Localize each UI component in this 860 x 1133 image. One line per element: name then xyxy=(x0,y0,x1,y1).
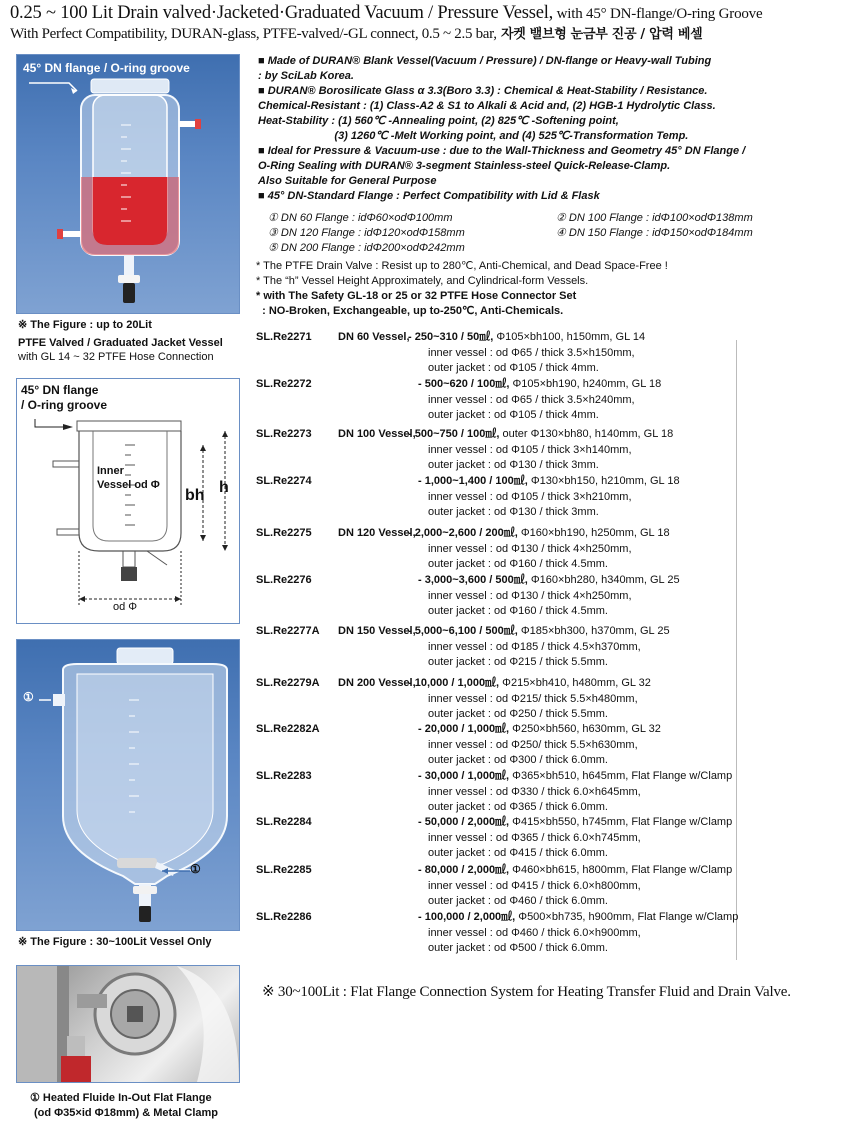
product-outer-jacket: outer jacket : od Φ130 / thick 3mm. xyxy=(428,506,599,518)
flat-flange-illustration xyxy=(17,966,239,1082)
diagram-flange-label: 45° DN flange xyxy=(21,383,99,397)
product-dimensions: Φ215×bh410, h480mm, GL 32 xyxy=(499,677,651,689)
figure-flange-label: 45° DN flange / O-ring groove xyxy=(23,61,190,75)
product-inner-vessel: inner vessel : od Φ105 / thick 3×h210mm, xyxy=(428,490,632,503)
product-dimensions: Φ105×bh100, h150mm, GL 14 xyxy=(493,331,646,343)
diagram-bh-label: bh xyxy=(185,487,205,504)
product-capacity-line xyxy=(418,769,732,785)
product-inner-vessel: inner vessel : od Φ130 / thick 4×h250mm, xyxy=(428,589,632,602)
figure1-caption-title: PTFE Valved / Graduated Jacket Vessel xyxy=(18,337,223,349)
figure-large-vessel-photo xyxy=(16,639,240,931)
figure1-caption-sub: with GL 14 ~ 32 PTFE Hose Connection xyxy=(18,351,214,363)
product-inner-vessel: inner vessel : od Φ365 / thick 6.0×h745mm, xyxy=(428,831,641,844)
product-capacity: - 500~750 / 100㎖, xyxy=(408,428,500,440)
product-inner-vessel: inner vessel : od Φ105 / thick 3×h140mm, xyxy=(428,443,632,456)
flange-item: ⑤ DN 200 Flange : idΦ200×odΦ242mm xyxy=(268,242,465,254)
product-outer-jacket: outer jacket : od Φ215 / thick 5.5mm. xyxy=(428,656,608,668)
product-outer-jacket: outer jacket : od Φ500 / thick 6.0mm. xyxy=(428,942,608,954)
product-capacity-line xyxy=(408,330,645,346)
product-dimensions: outer Φ130×bh80, h140mm, GL 18 xyxy=(499,428,674,440)
notes-list xyxy=(256,259,668,319)
product-capacity-line xyxy=(408,427,673,443)
flange-item: ① DN 60 Flange : idΦ60×odΦ100mm xyxy=(268,212,453,224)
footer-note: ※ 30~100Lit : Flat Flange Connection System for Heating Transfer Fluid and Drain Valve. xyxy=(262,984,791,1000)
product-dn-size: DN 60 Vessel, xyxy=(338,331,410,343)
flange-item: ③ DN 120 Flange : idΦ120×odΦ158mm xyxy=(268,227,465,239)
product-code: SL.Re2285 xyxy=(256,864,312,876)
spec-line: Heat-Stability : (1) 560℃ -Annealing point, (2) 825℃ -Softening point, xyxy=(258,115,619,127)
flange-item: ④ DN 150 Flange : idΦ150×odΦ184mm xyxy=(556,227,753,239)
product-code: SL.Re2279A xyxy=(256,677,320,689)
spec-line: O-Ring Sealing with DURAN® 3-segment Stainless-steel Quick-Release-Clamp. xyxy=(258,160,671,172)
product-inner-vessel: inner vessel : od Φ460 / thick 6.0×h900mm, xyxy=(428,926,641,939)
spec-list xyxy=(258,54,858,204)
product-capacity-line xyxy=(418,910,738,926)
note-line: : NO-Broken, Exchangeable, up to-250℃, Anti-Chemicals. xyxy=(256,305,564,317)
marker-arrow-icon xyxy=(160,864,192,878)
spec-line: ■ DURAN® Borosilicate Glass α 3.3(Boro 3.3) : Chemical & Heat-Stability / Resistance. xyxy=(258,85,708,97)
product-code: SL.Re2276 xyxy=(256,574,312,586)
product-capacity-line xyxy=(408,676,651,692)
product-capacity: - 5,000~6,100 / 500㎖, xyxy=(408,625,518,637)
product-dimensions: Φ500×bh735, h900mm, Flat Flange w/Clamp xyxy=(515,911,739,923)
note-line: * The “h” Vessel Height Approximately, and Cylindrical-form Vessels. xyxy=(256,275,589,287)
product-code: SL.Re2273 xyxy=(256,428,312,440)
product-dimensions: Φ130×bh150, h210mm, GL 18 xyxy=(527,475,680,487)
figure-dimension-diagram xyxy=(16,378,240,624)
spec-line: Chemical-Resistant : (1) Class-A2 & S1 to Alkali & Acid and, (2) HGB-1 Hydrolytic Class. xyxy=(258,100,716,112)
product-code: SL.Re2271 xyxy=(256,331,312,343)
product-capacity-line xyxy=(418,863,732,879)
product-inner-vessel: inner vessel : od Φ130 / thick 4×h250mm, xyxy=(428,542,632,555)
spec-line: ■ Made of DURAN® Blank Vessel(Vacuum / Pressure) / DN-flange or Heavy-wall Tubing xyxy=(258,55,712,67)
spec-line: Also Suitable for General Purpose xyxy=(258,175,437,187)
product-dn-size: DN 100 Vessel, xyxy=(338,428,416,440)
flange-item: ② DN 100 Flange : idΦ100×odΦ138mm xyxy=(556,212,753,224)
page-subtitle: With Perfect Compatibility, DURAN-glass, PTFE-valved/-GL connect, 0.5 ~ 2.5 bar, 자켓 밸브형 눈금부 진공 / 압력 베셀 xyxy=(10,26,703,42)
product-inner-vessel: inner vessel : od Φ185 / thick 4.5×h370mm, xyxy=(428,640,641,653)
product-outer-jacket: outer jacket : od Φ160 / thick 4.5mm. xyxy=(428,605,608,617)
figure3-caption: ※ The Figure : 30~100Lit Vessel Only xyxy=(18,936,212,948)
product-outer-jacket: outer jacket : od Φ365 / thick 6.0mm. xyxy=(428,801,608,813)
product-capacity-line xyxy=(418,573,680,589)
product-dimensions: Φ415×bh550, h745mm, Flat Flange w/Clamp xyxy=(509,816,733,828)
product-capacity-line xyxy=(408,624,670,640)
product-capacity-line xyxy=(418,815,732,831)
diagram-drawing xyxy=(17,379,239,623)
product-code: SL.Re2274 xyxy=(256,475,312,487)
product-dn-size: DN 150 Vessel, xyxy=(338,625,416,637)
flange-list-right xyxy=(556,211,753,241)
product-capacity-line xyxy=(418,474,680,490)
product-code: SL.Re2275 xyxy=(256,527,312,539)
diagram-od-label: od Φ xyxy=(113,601,138,613)
product-capacity: - 20,000 / 1,000㎖, xyxy=(418,723,510,735)
product-dimensions: Φ185×bh300, h370mm, GL 25 xyxy=(517,625,670,637)
marker-inlet-top: ① xyxy=(23,690,34,704)
product-code: SL.Re2272 xyxy=(256,378,312,390)
product-code: SL.Re2283 xyxy=(256,770,312,782)
figure1-caption: ※ The Figure : up to 20Lit xyxy=(18,319,152,331)
product-code: SL.Re2284 xyxy=(256,816,312,828)
spec-line: : by SciLab Korea. xyxy=(258,70,354,82)
diagram-h-label: h xyxy=(219,479,229,496)
product-inner-vessel: inner vessel : od Φ65 / thick 3.5×h240mm, xyxy=(428,393,635,406)
product-outer-jacket: outer jacket : od Φ130 / thick 3mm. xyxy=(428,459,599,471)
product-capacity: - 500~620 / 100㎖, xyxy=(418,378,510,390)
note-line: * with The Safety GL-18 or 25 or 32 PTFE Hose Connector Set xyxy=(256,290,577,302)
product-capacity: - 2,000~2,600 / 200㎖, xyxy=(408,527,518,539)
large-vessel-illustration xyxy=(17,640,239,930)
product-dn-size: DN 200 Vessel, xyxy=(338,677,416,689)
product-dimensions: Φ160×bh190, h250mm, GL 18 xyxy=(517,527,670,539)
product-dimensions: Φ365×bh510, h645mm, Flat Flange w/Clamp xyxy=(509,770,733,782)
note-line: * The PTFE Drain Valve : Resist up to 280℃, Anti-Chemical, and Dead Space-Free ! xyxy=(256,260,668,272)
product-inner-vessel: inner vessel : od Φ415 / thick 6.0×h800mm, xyxy=(428,879,641,892)
product-outer-jacket: outer jacket : od Φ160 / thick 4.5mm. xyxy=(428,558,608,570)
product-capacity: - 80,000 / 2,000㎖, xyxy=(418,864,510,876)
product-outer-jacket: outer jacket : od Φ415 / thick 6.0mm. xyxy=(428,847,608,859)
diagram-inner-label: Inner xyxy=(97,465,124,477)
product-outer-jacket: outer jacket : od Φ105 / thick 4mm. xyxy=(428,362,599,374)
product-dimensions: Φ105×bh190, h240mm, GL 18 xyxy=(509,378,662,390)
product-capacity: - 1,000~1,400 / 100㎖, xyxy=(418,475,528,487)
product-outer-jacket: outer jacket : od Φ300 / thick 6.0mm. xyxy=(428,754,608,766)
product-dimensions: Φ460×bh615, h800mm, Flat Flange w/Clamp xyxy=(509,864,733,876)
product-code: SL.Re2282A xyxy=(256,723,320,735)
product-capacity: - 100,000 / 2,000㎖, xyxy=(418,911,516,923)
flange-list-left xyxy=(268,211,465,256)
diagram-oring-label: / O-ring groove xyxy=(21,398,108,412)
product-outer-jacket: outer jacket : od Φ460 / thick 6.0mm. xyxy=(428,895,608,907)
table-divider xyxy=(736,340,737,960)
product-capacity-line xyxy=(418,377,661,393)
page-title: 0.25 ~ 100 Lit Drain valved·Jacketed·Graduated Vacuum / Pressure Vessel, with 45° DN-flange/O-ring Groove xyxy=(10,3,763,23)
product-inner-vessel: inner vessel : od Φ65 / thick 3.5×h150mm, xyxy=(428,346,635,359)
figure4-caption-size: (od Φ35×id Φ18mm) & Metal Clamp xyxy=(34,1107,219,1119)
spec-line: (3) 1260℃ -Melt Working point, and (4) 525℃-Transformation Temp. xyxy=(258,130,689,142)
product-capacity-line xyxy=(418,722,661,738)
figure-flat-flange-photo xyxy=(16,965,240,1083)
figure-jacket-vessel-photo xyxy=(16,54,240,314)
product-capacity: - 3,000~3,600 / 500㎖, xyxy=(418,574,528,586)
spec-line: ■ Ideal for Pressure & Vacuum-use : due to the Wall-Thickness and Geometry 45° DN Flange / xyxy=(258,145,746,157)
product-inner-vessel: inner vessel : od Φ215/ thick 5.5×h480mm, xyxy=(428,692,638,705)
product-code: SL.Re2286 xyxy=(256,911,312,923)
vessel-illustration xyxy=(17,55,239,313)
product-capacity: - 250~310 / 50㎖, xyxy=(408,331,494,343)
product-capacity: - 10,000 / 1,000㎖, xyxy=(408,677,500,689)
product-capacity: - 50,000 / 2,000㎖, xyxy=(418,816,510,828)
product-capacity: - 30,000 / 1,000㎖, xyxy=(418,770,510,782)
product-capacity-line xyxy=(408,526,670,542)
product-inner-vessel: inner vessel : od Φ330 / thick 6.0×h645mm, xyxy=(428,785,641,798)
product-outer-jacket: outer jacket : od Φ105 / thick 4mm. xyxy=(428,409,599,421)
figure4-caption-title: ① Heated Fluide In-Out Flat Flange xyxy=(30,1092,212,1104)
product-dimensions: Φ160×bh280, h340mm, GL 25 xyxy=(527,574,680,586)
marker-outlet-bottom: ① xyxy=(190,862,201,876)
diagram-inner-od-label: Vessel od Φ xyxy=(97,479,160,491)
product-dimensions: Φ250×bh560, h630mm, GL 32 xyxy=(509,723,661,735)
spec-line: ■ 45° DN-Standard Flange : Perfect Compatibility with Lid & Flask xyxy=(258,190,600,202)
product-code: SL.Re2277A xyxy=(256,625,320,637)
product-outer-jacket: outer jacket : od Φ250 / thick 5.5mm. xyxy=(428,708,608,720)
product-inner-vessel: inner vessel : od Φ250/ thick 5.5×h630mm, xyxy=(428,738,638,751)
product-dn-size: DN 120 Vessel, xyxy=(338,527,416,539)
